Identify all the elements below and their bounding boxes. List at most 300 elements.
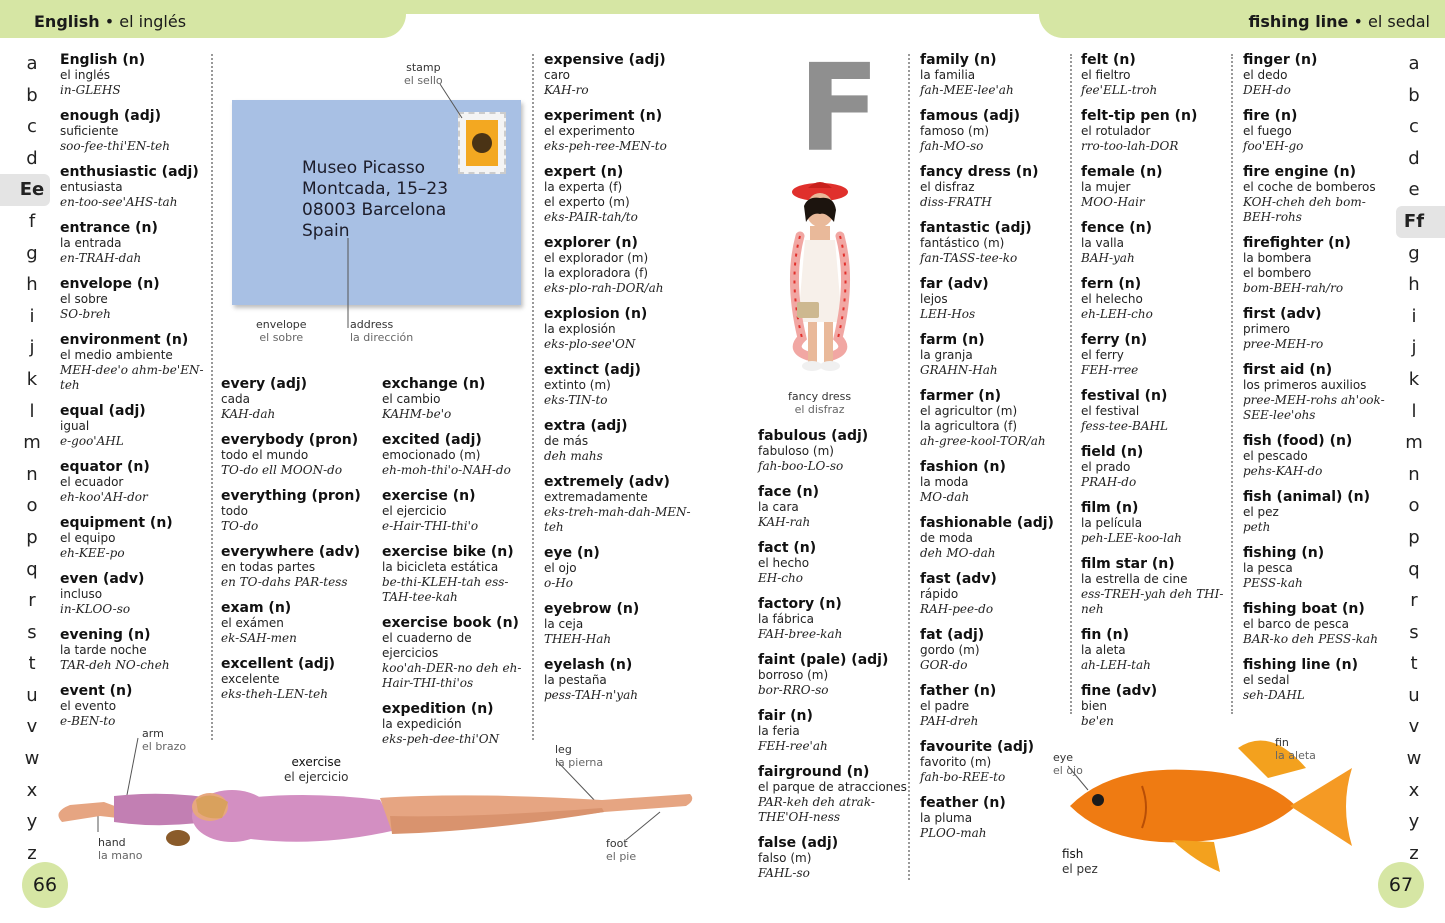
entry-translation: el experimento <box>544 124 635 138</box>
alphabet-tab: f <box>28 210 36 232</box>
entry-translation: la estrella de cine <box>1081 572 1188 586</box>
entry-headword: family (n) <box>920 52 997 68</box>
entry-headword: even (adv) <box>60 571 145 587</box>
alphabet-tab: b <box>1408 84 1420 106</box>
entry-translation: la granja <box>920 348 973 362</box>
alphabet-tab: z <box>1409 842 1419 864</box>
entry-translation: la pesca <box>1243 561 1293 575</box>
entry-pronunciation: eh-koo'AH-dor <box>60 490 148 504</box>
page-number-right: 67 <box>1378 862 1424 908</box>
alphabet-tab: Ff <box>1396 206 1445 238</box>
entry-translation: el helecho <box>1081 292 1143 306</box>
entry-headword: fair (n) <box>758 708 813 724</box>
section-letter: F <box>798 40 880 179</box>
entry-pronunciation: eh-LEH-cho <box>1081 307 1153 321</box>
entry-headword: farmer (n) <box>920 388 1002 404</box>
entry-pronunciation: fee'ELL-troh <box>1081 83 1158 97</box>
address-label: address la dirección <box>350 318 414 344</box>
entry-translation: la explosión <box>544 322 616 336</box>
entry-translation: el ecuador <box>60 475 124 489</box>
entry-headword: fishing boat (n) <box>1243 601 1365 617</box>
entry-pronunciation: eks-plo-see'ON <box>544 337 636 351</box>
entry-translation: la familia <box>920 68 976 82</box>
entry-headword: enthusiastic (adj) <box>60 164 199 180</box>
entry-pronunciation: fah-MO-so <box>920 139 984 153</box>
entry-translation: el festival <box>1081 404 1140 418</box>
entry-pronunciation: KAH-dah <box>221 407 276 421</box>
entry-headword: everywhere (adv) <box>221 544 361 560</box>
entry-translation: la agricultora (f) <box>920 419 1018 433</box>
entry-headword: fancy dress (n) <box>920 164 1039 180</box>
running-head-right: fishing line • el sedal <box>1248 12 1430 31</box>
entry-translation: el cuaderno de ejercicios <box>382 631 472 660</box>
fish-label: fish el pez <box>1062 847 1098 876</box>
alphabet-tab: c <box>1409 116 1419 138</box>
entry-pronunciation: eks-TIN-to <box>544 393 608 407</box>
entry-pronunciation: FAHL-so <box>758 866 810 880</box>
entry-pronunciation: SO-breh <box>60 307 111 321</box>
entry-translation: el explorador (m) <box>544 251 649 265</box>
alphabet-tab: o <box>26 495 38 517</box>
entry-pronunciation: KAH-rah <box>758 515 811 529</box>
entry-translation: la exploradora (f) <box>544 266 649 280</box>
entry-headword: first aid (n) <box>1243 362 1333 378</box>
entry-translation: la fábrica <box>758 612 814 626</box>
entry-pronunciation: eks-peh-ree-MEN-to <box>544 139 667 153</box>
entry-translation: el inglés <box>60 68 111 82</box>
entry-translation: la pluma <box>920 811 973 825</box>
entry-pronunciation: fan-TASS-tee-ko <box>920 251 1018 265</box>
entry-translation: el fieltro <box>1081 68 1131 82</box>
alphabet-tab: g <box>26 242 38 264</box>
entry-translation: la tarde noche <box>60 643 147 657</box>
entry-translation: el dedo <box>1243 68 1288 82</box>
entry-pronunciation: FEH-rree <box>1081 363 1139 377</box>
alphabet-tab: b <box>26 84 38 106</box>
entry-headword: enough (adj) <box>60 108 161 124</box>
page-number-left: 66 <box>22 862 68 908</box>
entry-translation: el rotulador <box>1081 124 1151 138</box>
alphabet-tab: l <box>29 400 35 422</box>
entry-headword: equator (n) <box>60 459 150 475</box>
entry-headword: finger (n) <box>1243 52 1318 68</box>
entry-translation: famoso (m) <box>920 124 990 138</box>
entry-translation: el cambio <box>382 392 441 406</box>
entry-translation: el hecho <box>758 556 810 570</box>
entry-translation: la expedición <box>382 717 462 731</box>
foot-label: foot el pie <box>606 837 637 863</box>
alphabet-tab: o <box>1408 495 1420 517</box>
fancy-dress-label: fancy dress el disfraz <box>788 390 852 416</box>
entry-headword: extinct (adj) <box>544 362 641 378</box>
entry-pronunciation: DEH-do <box>1243 83 1291 97</box>
alphabet-tab: i <box>29 305 35 327</box>
entry-headword: film star (n) <box>1081 556 1175 572</box>
entry-pronunciation: en-too-see'AHS-tah <box>60 195 178 209</box>
alphabet-tab: u <box>26 684 38 706</box>
alphabet-tab: x <box>1408 779 1420 801</box>
entry-pronunciation: ess-TREH-yah deh THI-neh <box>1081 587 1224 616</box>
entry-translation: el prado <box>1081 460 1131 474</box>
entry-translation: de más <box>544 434 589 448</box>
entry-translation: el ejercicio <box>382 504 447 518</box>
entry-translation: el ferry <box>1081 348 1124 362</box>
entry-pronunciation: FAH-bree-kah <box>758 627 843 641</box>
entry-headword: expert (n) <box>544 164 624 180</box>
fin-label: fin la aleta <box>1275 736 1316 762</box>
entry-headword: farm (n) <box>920 332 985 348</box>
entry-translation: todo <box>221 504 249 518</box>
entry-headword: female (n) <box>1081 164 1163 180</box>
entry-pronunciation: TO-do <box>221 519 259 533</box>
stamp-label: stamp el sello <box>404 61 443 87</box>
entry-pronunciation: eks-treh-mah-dah-MEN-teh <box>544 505 691 534</box>
entry-translation: el ojo <box>544 561 577 575</box>
alphabet-tab: v <box>1408 716 1420 738</box>
entry-pronunciation: MEH-dee'o ahm-be'EN-teh <box>60 363 204 392</box>
alphabet-tab: Ee <box>0 174 50 206</box>
entry-translation: favorito (m) <box>920 755 992 769</box>
entry-headword: fish (food) (n) <box>1243 433 1353 449</box>
entry-headword: eye (n) <box>544 545 600 561</box>
alphabet-tab: q <box>26 558 38 580</box>
alphabet-tab: v <box>26 716 38 738</box>
fancy-dress-child-illustration <box>792 182 848 371</box>
entry-headword: eyelash (n) <box>544 657 633 673</box>
entry-translation: el sobre <box>60 292 108 306</box>
entry-pronunciation: PLOO-mah <box>920 826 987 840</box>
alphabet-tab: r <box>1410 590 1418 612</box>
alphabet-tab: i <box>1411 305 1417 327</box>
entry-pronunciation: in-KLOO-so <box>60 602 131 616</box>
entry-pronunciation: TAR-deh NO-cheh <box>60 658 170 672</box>
entry-pronunciation: eks-theh-LEN-teh <box>221 687 328 701</box>
entry-translation: el sedal <box>1243 673 1290 687</box>
entry-pronunciation: KOH-cheh deh bom-BEH-rohs <box>1243 195 1366 224</box>
entry-translation: la feria <box>758 724 800 738</box>
entry-translation: de moda <box>920 531 973 545</box>
entry-headword: exercise book (n) <box>382 615 519 631</box>
alphabet-tab: k <box>1408 368 1420 390</box>
alphabet-tab: m <box>23 432 41 454</box>
arm-label: arm el brazo <box>142 727 187 753</box>
entry-headword: father (n) <box>920 683 997 699</box>
entry-headword: everything (pron) <box>221 488 361 504</box>
entry-translation: borroso (m) <box>758 668 829 682</box>
alphabet-tab: a <box>26 53 38 74</box>
entry-pronunciation: bom-BEH-rah/ro <box>1243 281 1344 295</box>
alphabet-tab: x <box>26 779 38 801</box>
entry-pronunciation: eks-peh-dee-thi'ON <box>382 732 500 746</box>
entry-headword: felt (n) <box>1081 52 1136 68</box>
entry-headword: faint (pale) (adj) <box>758 652 889 668</box>
entry-pronunciation: eh-moh-thi'o-NAH-do <box>382 463 511 477</box>
entry-headword: fabulous (adj) <box>758 428 869 444</box>
entry-headword: firefighter (n) <box>1243 235 1351 251</box>
entry-translation: rápido <box>920 587 959 601</box>
entry-translation: todo el mundo <box>221 448 309 462</box>
entry-translation: fantástico (m) <box>920 236 1005 250</box>
entry-pronunciation: MOO-Hair <box>1081 195 1145 209</box>
entry-headword: fire engine (n) <box>1243 164 1357 180</box>
alphabet-tab: t <box>28 653 36 675</box>
entry-headword: fence (n) <box>1081 220 1152 236</box>
entry-translation: la pestaña <box>544 673 607 687</box>
entry-translation: la mujer <box>1081 180 1131 194</box>
alphabet-tab: g <box>1408 242 1420 264</box>
alphabet-tab: w <box>1406 748 1422 770</box>
entry-headword: fishing (n) <box>1243 545 1325 561</box>
entry-headword: fern (n) <box>1081 276 1142 292</box>
entry-headword: experiment (n) <box>544 108 663 124</box>
entry-translation: el bombero <box>1243 266 1312 280</box>
entry-pronunciation: ah-LEH-tah <box>1081 658 1151 672</box>
entry-pronunciation: e-goo'AHL <box>60 434 124 448</box>
entry-translation: lejos <box>920 292 948 306</box>
entry-pronunciation: PAR-keh deh atrak-THE'OH-ness <box>758 795 875 824</box>
entry-pronunciation: pess-TAH-n'yah <box>544 688 638 702</box>
entry-translation: falso (m) <box>758 851 812 865</box>
entry-pronunciation: KAHM-be'o <box>382 407 452 421</box>
alphabet-tab: l <box>1411 400 1417 422</box>
alphabet-tab: z <box>27 842 37 864</box>
alphabet-tab: m <box>1405 432 1423 454</box>
entry-pronunciation: pree-MEH-ro <box>1243 337 1324 351</box>
entry-pronunciation: eh-KEE-po <box>60 546 125 560</box>
entry-translation: primero <box>1243 322 1290 336</box>
entry-translation: el pescado <box>1243 449 1308 463</box>
entry-pronunciation: MO-dah <box>920 490 970 504</box>
entry-headword: fat (adj) <box>920 627 985 643</box>
entry-translation: el agricultor (m) <box>920 404 1018 418</box>
entry-headword: fact (n) <box>758 540 817 556</box>
alphabet-tab: s <box>27 621 37 643</box>
entry-headword: favourite (adj) <box>920 739 1035 755</box>
entry-pronunciation: e-BEN-to <box>60 714 116 728</box>
alphabet-tab: a <box>1408 53 1420 74</box>
entry-translation: los primeros auxilios <box>1243 378 1367 392</box>
entry-pronunciation: FEH-ree'ah <box>758 739 828 753</box>
entry-headword: famous (adj) <box>920 108 1020 124</box>
entry-pronunciation: rro-too-lah-DOR <box>1081 139 1179 153</box>
entry-headword: fairground (n) <box>758 764 870 780</box>
entry-pronunciation: koo'ah-DER-no deh eh-Hair-THI-thi'os <box>382 661 522 690</box>
entry-headword: every (adj) <box>221 376 308 392</box>
entry-translation: emocionado (m) <box>382 448 481 462</box>
alphabet-tab: n <box>26 463 38 485</box>
entry-translation: la película <box>1081 516 1143 530</box>
entry-headword: field (n) <box>1081 444 1144 460</box>
entry-headword: festival (n) <box>1081 388 1168 404</box>
entry-translation: el exámen <box>221 616 284 630</box>
alphabet-tab: p <box>1408 526 1420 548</box>
entry-pronunciation: deh MO-dah <box>920 546 996 560</box>
entry-headword: event (n) <box>60 683 133 699</box>
entry-headword: excited (adj) <box>382 432 482 448</box>
entry-headword: fish (animal) (n) <box>1243 489 1371 505</box>
alphabet-tab: y <box>26 811 38 833</box>
entry-pronunciation: GOR-do <box>920 658 968 672</box>
entry-headword: false (adj) <box>758 835 839 851</box>
entry-headword: everybody (pron) <box>221 432 359 448</box>
entry-translation: la experta (f) <box>544 180 623 194</box>
entry-translation: en todas partes <box>221 560 316 574</box>
exercise-girl-illustration <box>58 790 692 846</box>
alphabet-tab: d <box>1408 147 1420 169</box>
entry-pronunciation: KAH-ro <box>544 83 589 97</box>
entry-pronunciation: RAH-pee-do <box>920 602 994 616</box>
entry-headword: exam (n) <box>221 600 292 616</box>
entry-pronunciation: BAR-ko deh PESS-kah <box>1243 632 1378 646</box>
entry-headword: far (adv) <box>920 276 989 292</box>
entry-translation: el evento <box>60 699 117 713</box>
alphabet-tab: p <box>26 526 38 548</box>
entry-translation: la entrada <box>60 236 122 250</box>
entry-headword: fashion (n) <box>920 459 1006 475</box>
entry-headword: explosion (n) <box>544 306 648 322</box>
entry-pronunciation: TO-do ell MOON-do <box>221 463 343 477</box>
entry-pronunciation: GRAHN-Hah <box>920 363 998 377</box>
entry-translation: el parque de atracciones <box>758 780 907 794</box>
entry-headword: feather (n) <box>920 795 1006 811</box>
entry-pronunciation: PRAH-do <box>1081 475 1137 489</box>
alphabet-tab: j <box>29 337 35 359</box>
entry-pronunciation: bor-RRO-so <box>758 683 829 697</box>
entry-translation: bien <box>1081 699 1107 713</box>
entry-headword: English (n) <box>60 52 146 68</box>
alphabet-tab: n <box>1408 463 1420 485</box>
entry-headword: extra (adj) <box>544 418 628 434</box>
alphabet-tab: k <box>26 368 38 390</box>
entry-pronunciation: peh-LEE-koo-lah <box>1081 531 1182 545</box>
entry-pronunciation: foo'EH-go <box>1243 139 1304 153</box>
entry-translation: el fuego <box>1243 124 1292 138</box>
entry-headword: exchange (n) <box>382 376 486 392</box>
entry-translation: la bombera <box>1243 251 1312 265</box>
entry-headword: environment (n) <box>60 332 189 348</box>
entry-translation: el experto (m) <box>544 195 630 209</box>
entry-translation: el coche de bomberos <box>1243 180 1376 194</box>
entry-translation: extremadamente <box>544 490 648 504</box>
entry-pronunciation: soo-fee-thi'EN-teh <box>60 139 171 153</box>
entry-headword: fire (n) <box>1243 108 1298 124</box>
entry-translation: la aleta <box>1081 643 1126 657</box>
entry-pronunciation: ah-gree-kool-TOR/ah <box>920 434 1046 448</box>
entry-pronunciation: eks-plo-rah-DOR/ah <box>544 281 664 295</box>
alphabet-tab: y <box>1408 811 1420 833</box>
entry-headword: fashionable (adj) <box>920 515 1054 531</box>
entry-headword: film (n) <box>1081 500 1139 516</box>
entry-headword: eyebrow (n) <box>544 601 640 617</box>
leg-label: leg la pierna <box>555 743 604 769</box>
entry-headword: exercise (n) <box>382 488 476 504</box>
entry-pronunciation: be'en <box>1081 714 1114 728</box>
entry-headword: fast (adv) <box>920 571 997 587</box>
entry-pronunciation: LEH-Hos <box>920 307 976 321</box>
alphabet-tab: d <box>26 147 38 169</box>
entry-translation: la ceja <box>544 617 584 631</box>
alphabet-tab: h <box>26 274 38 296</box>
entry-pronunciation: ek-SAH-men <box>221 631 297 645</box>
entry-translation: la cara <box>758 500 799 514</box>
entry-pronunciation: fah-bo-REE-to <box>920 770 1006 784</box>
entry-pronunciation: fah-MEE-lee'ah <box>920 83 1014 97</box>
entry-pronunciation: eks-PAIR-tah/to <box>544 210 638 224</box>
entry-headword: envelope (n) <box>60 276 160 292</box>
entry-headword: excellent (adj) <box>221 656 336 672</box>
alphabet-tab: h <box>1408 274 1420 296</box>
eye-label: eye el ojo <box>1053 751 1083 777</box>
entry-translation: gordo (m) <box>920 643 980 657</box>
exercise-label: exercise el ejercicio <box>284 755 349 784</box>
entry-headword: fishing line (n) <box>1243 657 1359 673</box>
entry-pronunciation: fah-boo-LO-so <box>758 459 844 473</box>
entry-headword: expensive (adj) <box>544 52 666 68</box>
alphabet-tab: t <box>1410 653 1418 675</box>
entry-pronunciation: BAH-yah <box>1081 251 1135 265</box>
alphabet-tab: c <box>27 116 37 138</box>
entry-pronunciation: en TO-dahs PAR-tess <box>221 575 348 589</box>
entry-headword: fine (adv) <box>1081 683 1158 699</box>
entry-pronunciation: pehs-KAH-do <box>1243 464 1323 478</box>
entry-translation: extinto (m) <box>544 378 611 392</box>
entry-pronunciation: peth <box>1243 520 1271 534</box>
entry-pronunciation: e-Hair-THI-thi'o <box>382 519 479 533</box>
entry-headword: fantastic (adj) <box>920 220 1032 236</box>
entry-headword: felt-tip pen (n) <box>1081 108 1198 124</box>
entry-translation: el pez <box>1243 505 1279 519</box>
alphabet-tab: e <box>1408 179 1420 201</box>
entry-translation: el equipo <box>60 531 116 545</box>
entry-translation: el disfraz <box>920 180 975 194</box>
entry-headword: equal (adj) <box>60 403 146 419</box>
entry-pronunciation: en-TRAH-dah <box>60 251 142 265</box>
entry-pronunciation: in-GLEHS <box>60 83 121 97</box>
alphabet-tab: s <box>1409 621 1419 643</box>
entry-pronunciation: pree-MEH-rohs ah'ook-SEE-lee'ohs <box>1243 393 1385 422</box>
entry-pronunciation: PAH-dreh <box>920 714 979 728</box>
alphabet-tab: r <box>28 590 36 612</box>
entry-pronunciation: deh mahs <box>544 449 603 463</box>
entry-pronunciation: be-thi-KLEH-tah ess-TAH-tee-kah <box>382 575 509 604</box>
entry-pronunciation: THEH-Hah <box>544 632 612 646</box>
entry-headword: explorer (n) <box>544 235 638 251</box>
entry-translation: excelente <box>221 672 280 686</box>
entry-translation: el barco de pesca <box>1243 617 1349 631</box>
entry-translation: la moda <box>920 475 969 489</box>
entry-headword: fin (n) <box>1081 627 1129 643</box>
entry-headword: expedition (n) <box>382 701 494 717</box>
alphabet-tab: u <box>1408 684 1420 706</box>
entry-translation: el medio ambiente <box>60 348 173 362</box>
hand-label: hand la mano <box>98 836 143 862</box>
entry-pronunciation: PESS-kah <box>1243 576 1303 590</box>
entry-pronunciation: seh-DAHL <box>1243 688 1305 702</box>
alphabet-tab: q <box>1408 558 1420 580</box>
entry-translation: incluso <box>60 587 103 601</box>
entry-headword: ferry (n) <box>1081 332 1148 348</box>
entry-headword: face (n) <box>758 484 819 500</box>
running-head-left: English • el inglés <box>34 12 187 31</box>
entry-translation: fabuloso (m) <box>758 444 834 458</box>
entry-headword: evening (n) <box>60 627 151 643</box>
envelope-label: envelope el sobre <box>256 318 307 344</box>
entry-translation: caro <box>544 68 570 82</box>
entry-pronunciation: EH-cho <box>758 571 803 585</box>
entry-pronunciation: fess-tee-BAHL <box>1081 419 1168 433</box>
entry-headword: exercise bike (n) <box>382 544 514 560</box>
entry-translation: suficiente <box>60 124 119 138</box>
